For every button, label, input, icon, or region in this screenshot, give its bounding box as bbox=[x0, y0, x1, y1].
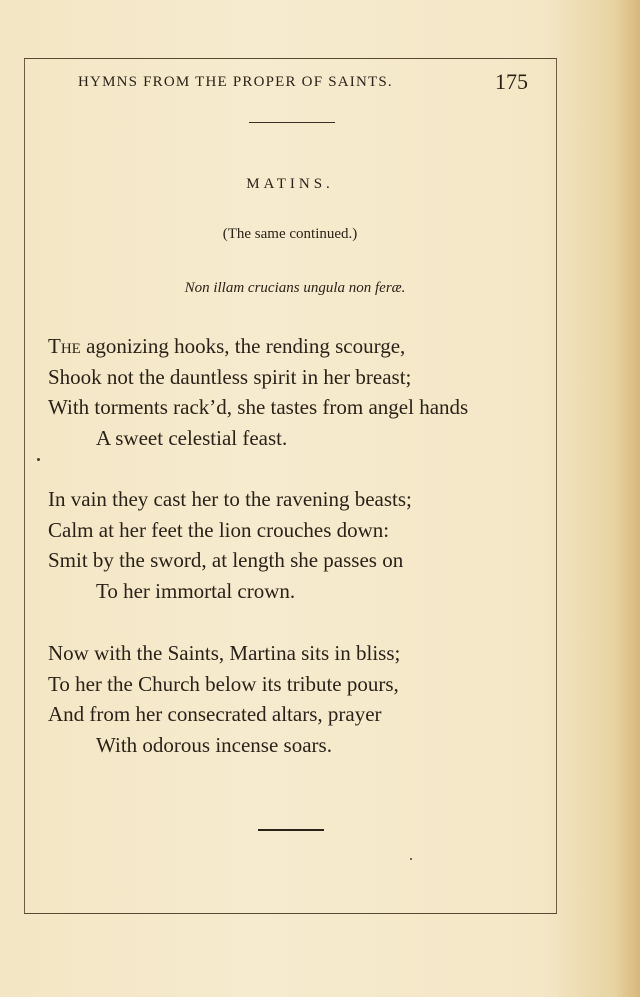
header-rule bbox=[249, 122, 335, 123]
verse-line: Shook not the dauntless spirit in her breast; bbox=[48, 364, 412, 389]
drop-word: The bbox=[48, 334, 81, 358]
verse-line: To her the Church below its tribute pours, bbox=[48, 671, 399, 696]
verse-line: In vain they cast her to the ravening beasts; bbox=[48, 487, 412, 511]
verse-line: Calm at her feet the lion crouches down: bbox=[48, 517, 390, 542]
verse-line: Now with the Saints, Martina sits in bliss; bbox=[48, 641, 401, 665]
verse-line: Smit by the sword, at length she passes on bbox=[48, 548, 404, 572]
stanza-2 bbox=[48, 484, 412, 606]
running-head: HYMNS FROM THE PROPER OF SAINTS. bbox=[78, 74, 393, 90]
section-title: MATINS. bbox=[246, 176, 334, 192]
verse-line: The agonizing hooks, the rending scourge, bbox=[48, 334, 406, 358]
stanza-1 bbox=[48, 331, 468, 453]
stanza-3 bbox=[48, 638, 400, 760]
verse-line: With odorous incense soars. bbox=[96, 732, 332, 757]
epigraph: Non illam crucians ungula non feræ. bbox=[184, 280, 406, 296]
page-number: 175 bbox=[495, 69, 528, 94]
ink-speck bbox=[37, 458, 40, 461]
verse-line: And from her consecrated altars, prayer bbox=[48, 702, 382, 726]
verse-line: A sweet celestial feast. bbox=[96, 425, 288, 450]
subtitle: (The same continued.) bbox=[222, 226, 358, 242]
ink-speck bbox=[410, 858, 412, 860]
verse-line: With torments rack’d, she tastes from angel hands bbox=[48, 395, 469, 419]
verse-line: To her immortal crown. bbox=[96, 578, 296, 603]
closing-rule bbox=[258, 829, 324, 831]
